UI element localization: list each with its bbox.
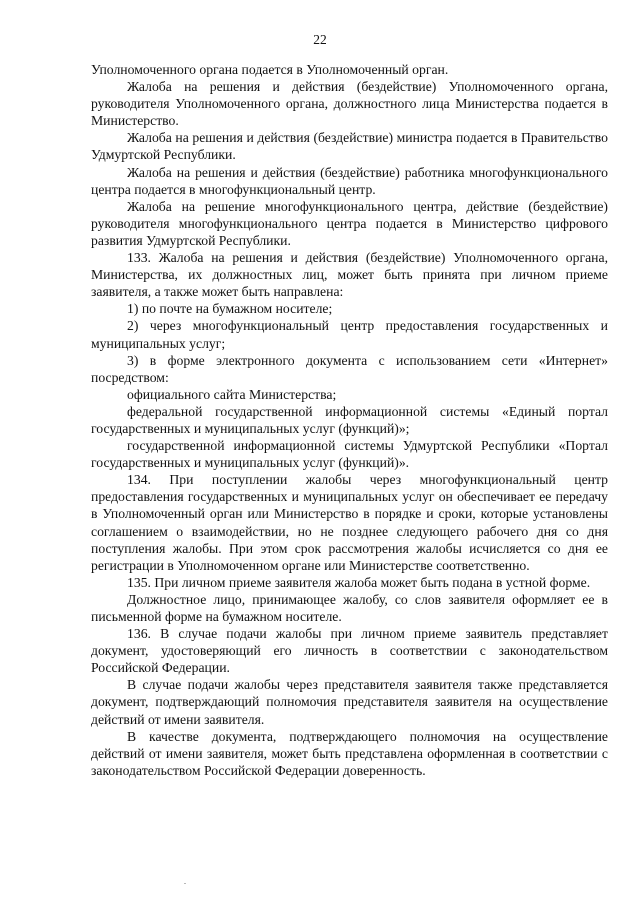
list-subitem-ministry-site: официального сайта Министерства; <box>127 386 337 402</box>
paragraph-continuation: Уполномоченного органа подается в Уполномоченный орган. <box>91 62 449 77</box>
list-subitem-regional-portal: государственной информационной системы Удмуртской Республики «Портал государственных и муниципальных услуг (функций)». <box>91 438 608 471</box>
paragraph-complaint-minister: Жалоба на решения и действия (бездействие) министра подается в Правительство Удмуртской Республики. <box>91 130 608 163</box>
paragraph-complaint-authority: Жалоба на решения и действия (бездействие) Уполномоченного органа, руководителя Уполномоченного органа, должностного лица Министерства подается в Министерство. <box>91 79 608 129</box>
paragraph-power-of-attorney: В качестве документа, подтверждающего полномочия на осуществление действий от имени заявителя, может быть представлена оформленная в соответствии с законодательством Российской Федерации доверенность. <box>91 728 608 778</box>
page-number: 22 <box>313 32 327 47</box>
paragraph-135: 135. При личном приеме заявителя жалоба может быть подана в устной форме. <box>127 574 591 590</box>
document-body <box>91 61 608 779</box>
paragraph-136: 136. В случае подачи жалобы при личном приеме заявитель представляет документ, удостоверяющий его личность в соответствии с законодательством Российской Федерации. <box>91 626 608 676</box>
scan-speck <box>184 883 186 884</box>
paragraph-official-records: Должностное лицо, принимающее жалобу, со слов заявителя оформляет ее в письменной форме на бумажном носителе. <box>91 591 608 624</box>
paragraph-complaint-mfc-worker: Жалоба на решения и действия (бездействие) работника многофункционального центра подается в многофункциональный центр. <box>91 164 608 197</box>
list-item-post: 1) по почте на бумажном носителе; <box>127 301 333 317</box>
list-subitem-federal-portal: федеральной государственной информационной системы «Единый портал государственных и муниципальных услуг (функций)»; <box>91 403 608 436</box>
paragraph-complaint-mfc-decision: Жалоба на решение многофункционального центра, действие (бездействие) руководителя многофункционального центра подается в Министерство цифрового развития Удмуртской Республики. <box>91 198 608 248</box>
list-item-electronic: 3) в форме электронного документа с использованием сети «Интернет» посредством: <box>91 352 608 385</box>
paragraph-representative: В случае подачи жалобы через представителя заявителя также представляется документ, подтверждающий полномочия представителя заявителя на осуществление действий от имени заявителя. <box>91 677 608 727</box>
list-item-mfc: 2) через многофункциональный центр предоставления государственных и муниципальных услуг; <box>91 318 608 351</box>
paragraph-134: 134. При поступлении жалобы через многофункциональный центр предоставления государственных и муниципальных услуг он обеспечивает ее передачу в Уполномоченный орган или Министерство в порядке и сроки, которые установлены соглашением о взаимодействии, но не позднее следующего рабочего дня со дня поступления жалобы. При этом срок рассмотрения жалобы исчисляется со дня ее регистрации в Уполномоченном органе или Министерстве соответственно. <box>91 472 608 573</box>
paragraph-133: 133. Жалоба на решения и действия (бездействие) Уполномоченного органа, Министерства, их должностных лиц, может быть принята при личном приеме заявителя, а также может быть направлена: <box>91 250 608 300</box>
